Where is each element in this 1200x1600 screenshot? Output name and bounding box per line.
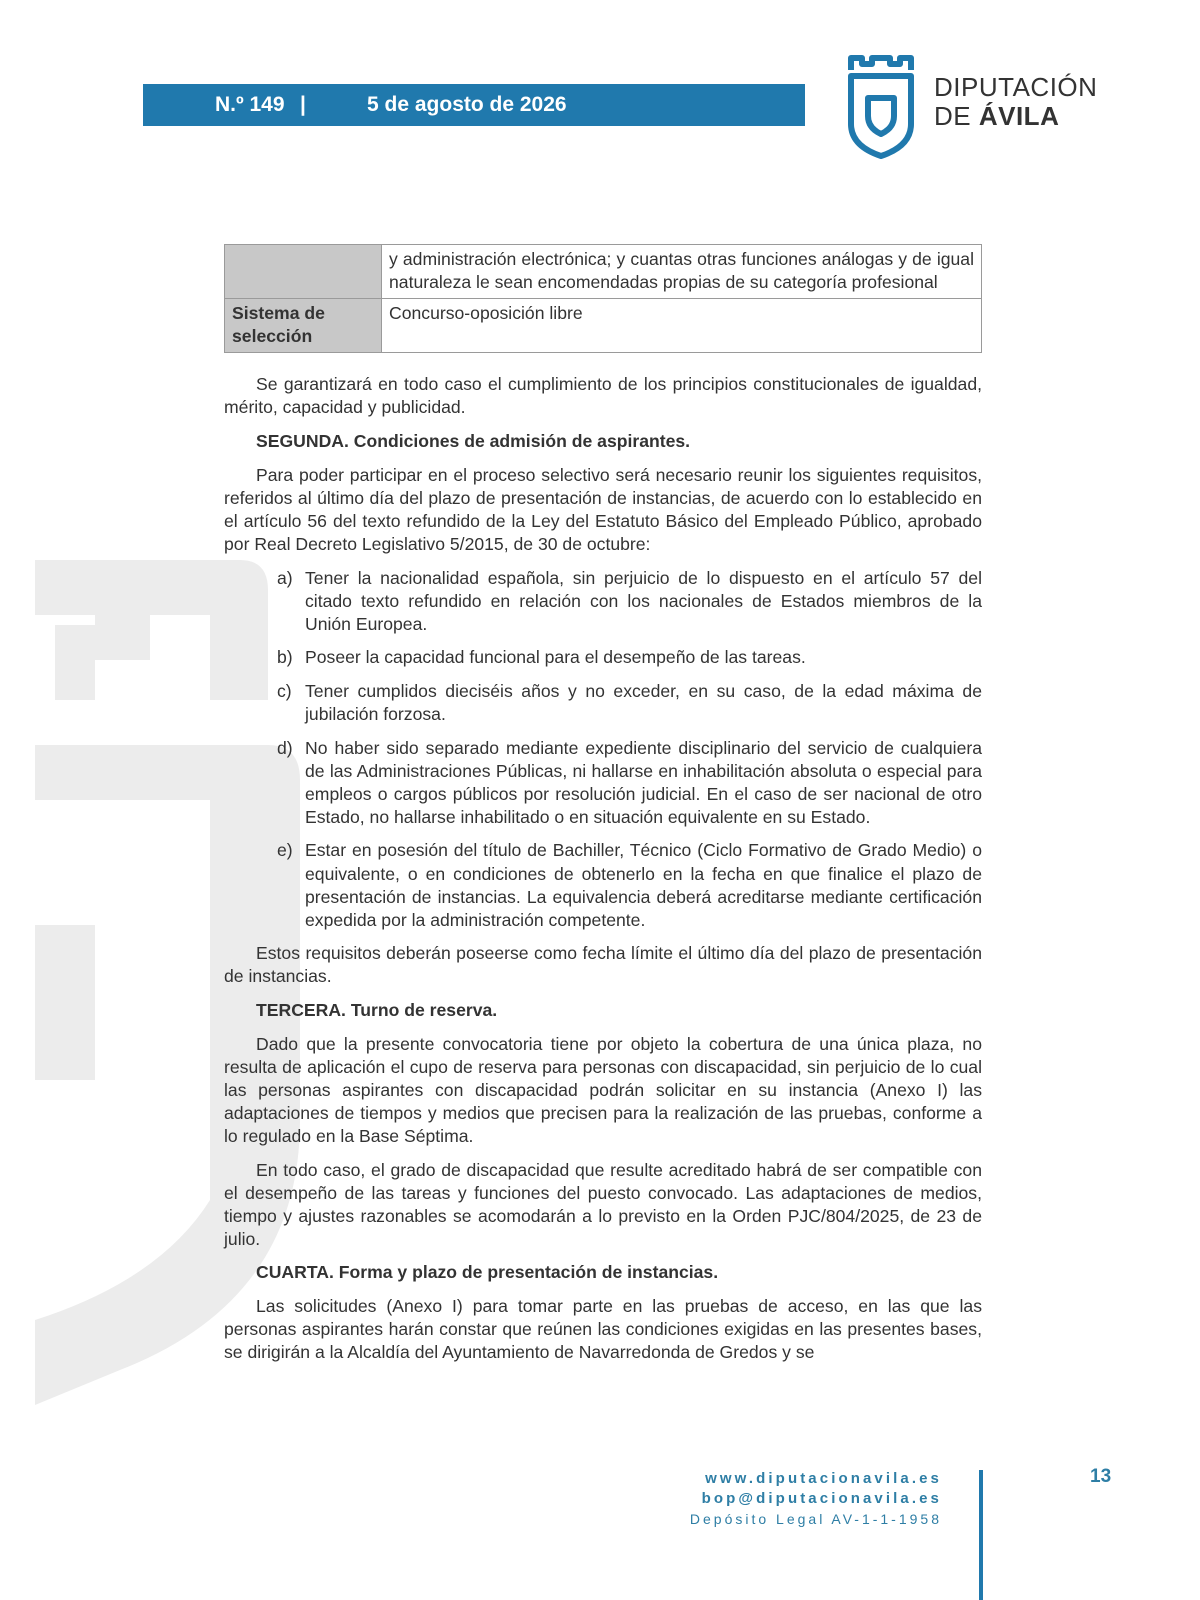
logo-line1: DIPUTACIÓN: [934, 72, 1098, 102]
table-value-functions: y administración electrónica; y cuantas otras funciones análogas y de igual naturaleza le sean encomendadas propias de su categoría profesional: [382, 245, 982, 299]
table-label-selection: Sistema de selección: [225, 299, 382, 353]
list-item-letter: d): [277, 737, 293, 758]
list-item-letter: b): [277, 647, 293, 668]
paragraph-disability: En todo caso, el grado de discapacidad que resulte acreditado habrá de ser compatible con el desempeño de las tareas y funciones del puesto convocado. Las adaptaciones de medios, tiempo y ajustes razonables se acomodarán a lo previsto en la Orden PJC/804/2025, de 23 de julio.: [224, 1159, 982, 1249]
table-row: [225, 299, 982, 353]
heading-segunda: SEGUNDA. Condiciones de admisión de aspirantes.: [256, 431, 691, 452]
table-value-selection: Concurso-oposición libre: [382, 299, 982, 353]
diputacion-logo: [846, 54, 1096, 160]
list-item-text: Poseer la capacidad funcional para el desempeño de las tareas.: [305, 647, 806, 668]
document-body: [224, 244, 982, 1375]
logo-line2-prefix: DE: [934, 101, 979, 131]
page-number: 13: [1090, 1466, 1112, 1487]
logo-line2-bold: ÁVILA: [978, 101, 1060, 131]
footer-website: www.diputacionavila.es: [705, 1470, 942, 1487]
footer-divider: [979, 1470, 983, 1600]
footer-email: bop@diputacionavila.es: [701, 1490, 942, 1507]
list-item: [224, 646, 982, 669]
heading-cuarta: CUARTA. Forma y plazo de presentación de instancias.: [256, 1262, 719, 1283]
coat-of-arms-icon: [846, 54, 916, 160]
list-item-text: No haber sido separado mediante expediente disciplinario del servicio de cualquiera de las Administraciones Públicas, ni hallarse en inhabilitación absoluta o especial para empleos o cargos públicos por resolución judicial. En el caso de ser nacional de otro Estado, no hallarse inhabilitado o en situación equivalente en su Estado.: [305, 737, 982, 827]
list-item: [224, 839, 982, 931]
paragraph-deadline: Estos requisitos deberán poseerse como fecha límite el último día del plazo de presentación de instancias.: [224, 943, 982, 987]
paragraph-applications: Las solicitudes (Anexo I) para tomar parte en las pruebas de acceso, en las que las personas aspirantes harán constar que reúnen las condiciones exigidas en las presentes bases, se dirigirán a la Alcaldía del Ayuntamiento de Navarredonda de Gredos y se: [224, 1296, 982, 1363]
table-label-empty: [225, 245, 382, 299]
bulletin-date: 5 de agosto de 2026: [367, 93, 567, 116]
paragraph-requirements: Para poder participar en el proceso selectivo será necesario reunir los siguientes requisitos, referidos al último día del plazo de presentación de instancias, de acuerdo con lo establecido en el artículo 56 del texto refundido de la Ley del Estatuto Básico del Empleado Público, aprobado por Real Decreto Legislativo 5/2015, de 30 de octubre:: [224, 464, 982, 554]
list-item-letter: c): [277, 680, 292, 701]
list-item: [224, 680, 982, 726]
logo-line2: [934, 102, 1097, 131]
footer-contact: [690, 1469, 942, 1529]
selection-table: [224, 244, 982, 353]
header-separator: |: [300, 93, 306, 116]
paragraph-reserve: Dado que la presente convocatoria tiene por objeto la cobertura de una única plaza, no resulta de aplicación el cupo de reserva para personas con discapacidad, sin perjuicio de lo cual las personas aspirantes con discapacidad podrán solicitar en su instancia (Anexo I) las adaptaciones de tiempos y medios que precisen para la realización de las pruebas, conforme a lo regulado en la Base Séptima.: [224, 1033, 982, 1146]
list-item-letter: e): [277, 840, 293, 861]
footer-legal-deposit: Depósito Legal AV-1-1-1958: [689, 1511, 942, 1527]
bulletin-number: N.º 149: [215, 93, 285, 116]
list-item-letter: a): [277, 567, 293, 588]
heading-tercera: TERCERA. Turno de reserva.: [256, 1000, 498, 1021]
table-row: [225, 245, 982, 299]
logo-text: [934, 73, 1097, 131]
paragraph-principles: Se garantizará en todo caso el cumplimiento de los principios constitucionales de igualdad, mérito, capacidad y publicidad.: [224, 374, 982, 418]
list-item-text: Tener la nacionalidad española, sin perjuicio de lo dispuesto en el artículo 57 del citado texto refundido en relación con los nacionales de Estados miembros de la Unión Europea.: [305, 567, 982, 634]
header-bar: [143, 84, 805, 126]
list-item: [224, 737, 982, 829]
list-item-text: Estar en posesión del título de Bachiller, Técnico (Ciclo Formativo de Grado Medio) o equivalente, o en condiciones de obtenerlo en la fecha en que finalice el plazo de presentación de instancias. La equivalencia deberá acreditarse mediante certificación expedida por la administración competente.: [305, 840, 982, 930]
list-item-text: Tener cumplidos dieciséis años y no exceder, en su caso, de la edad máxima de jubilación forzosa.: [305, 680, 982, 724]
list-item: [224, 567, 982, 636]
